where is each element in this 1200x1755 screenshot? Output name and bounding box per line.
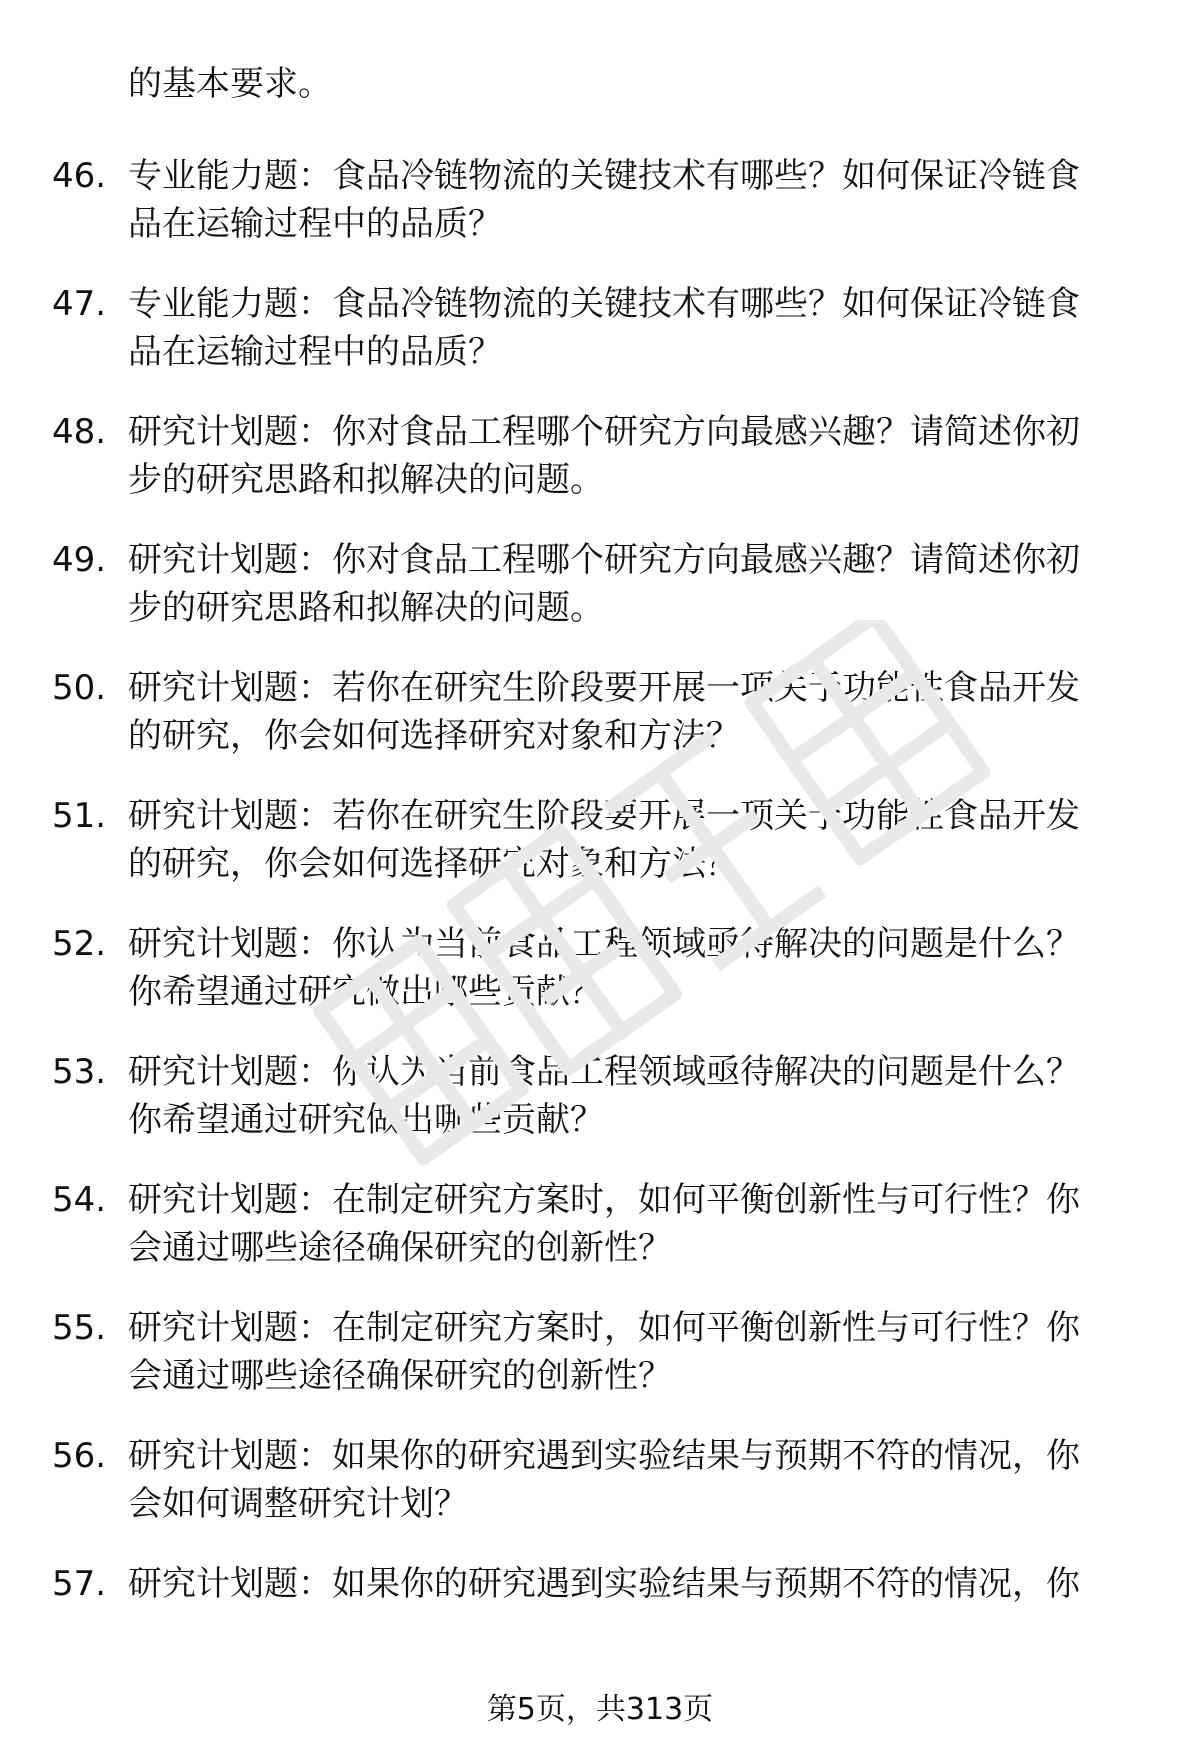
question-text-line: 会通过哪些途径确保研究的创新性？ [128, 1356, 672, 1396]
question-text-line: 研究计划题：在制定研究方案时，如何平衡创新性与可行性？你 [128, 1180, 1080, 1220]
page-footer: 第5页，共313页 [486, 1692, 714, 1727]
question-text-line: 步的研究思路和拟解决的问题。 [128, 460, 604, 500]
question-text-line: 你希望通过研究做出哪些贡献？ [128, 972, 604, 1012]
continuation-text: 的基本要求。 [128, 64, 332, 104]
question-text-line: 研究计划题：你认为当前食品工程领域亟待解决的问题是什么？ [128, 1052, 1080, 1092]
question-number: 53. [52, 1052, 107, 1092]
question-text-line: 研究计划题：在制定研究方案时，如何平衡创新性与可行性？你 [128, 1308, 1080, 1348]
question-text-line: 专业能力题：食品冷链物流的关键技术有哪些？如何保证冷链食 [128, 284, 1080, 324]
question-list [0, 152, 1200, 1688]
question-number: 48. [52, 412, 107, 452]
question-text-line: 的研究，你会如何选择研究对象和方法？ [128, 844, 740, 884]
question-number: 54. [52, 1180, 107, 1220]
question-text-line: 会通过哪些途径确保研究的创新性？ [128, 1228, 672, 1268]
question-text-line: 研究计划题：如果你的研究遇到实验结果与预期不符的情况，你 [128, 1564, 1080, 1604]
list-item [0, 1432, 1200, 1530]
question-number: 51. [52, 796, 107, 836]
list-item [0, 1560, 1200, 1658]
question-text-line: 研究计划题：如果你的研究遇到实验结果与预期不符的情况，你 [128, 1436, 1080, 1476]
list-item [0, 152, 1200, 250]
list-item [0, 1048, 1200, 1146]
question-number: 47. [52, 284, 107, 324]
question-number: 57. [52, 1564, 107, 1604]
question-number: 46. [52, 156, 107, 196]
question-text-line: 品在运输过程中的品质？ [128, 332, 502, 372]
question-number: 52. [52, 924, 107, 964]
list-item [0, 664, 1200, 762]
question-text-line: 研究计划题：若你在研究生阶段要开展一项关于功能性食品开发 [128, 796, 1080, 836]
question-text-line: 研究计划题：你对食品工程哪个研究方向最感兴趣？请简述你初 [128, 412, 1080, 452]
list-item [0, 536, 1200, 634]
question-text-line: 步的研究思路和拟解决的问题。 [128, 588, 604, 628]
question-text-line: 的研究，你会如何选择研究对象和方法？ [128, 716, 740, 756]
question-text-line: 品在运输过程中的品质？ [128, 204, 502, 244]
question-text-line: 研究计划题：你对食品工程哪个研究方向最感兴趣？请简述你初 [128, 540, 1080, 580]
question-text-line: 研究计划题：若你在研究生阶段要开展一项关于功能性食品开发 [128, 668, 1080, 708]
question-text-line: 研究计划题：你认为当前食品工程领域亟待解决的问题是什么？ [128, 924, 1080, 964]
question-number: 50. [52, 668, 107, 708]
list-item [0, 408, 1200, 506]
question-number: 56. [52, 1436, 107, 1476]
list-item [0, 920, 1200, 1018]
question-text-line: 专业能力题：食品冷链物流的关键技术有哪些？如何保证冷链食 [128, 156, 1080, 196]
question-number: 49. [52, 540, 107, 580]
question-number: 55. [52, 1308, 107, 1348]
question-text-line: 会如何调整研究计划？ [128, 1484, 468, 1524]
list-item [0, 1304, 1200, 1402]
list-item [0, 1176, 1200, 1274]
list-item [0, 792, 1200, 890]
list-item [0, 280, 1200, 378]
question-text-line: 你希望通过研究做出哪些贡献？ [128, 1100, 604, 1140]
